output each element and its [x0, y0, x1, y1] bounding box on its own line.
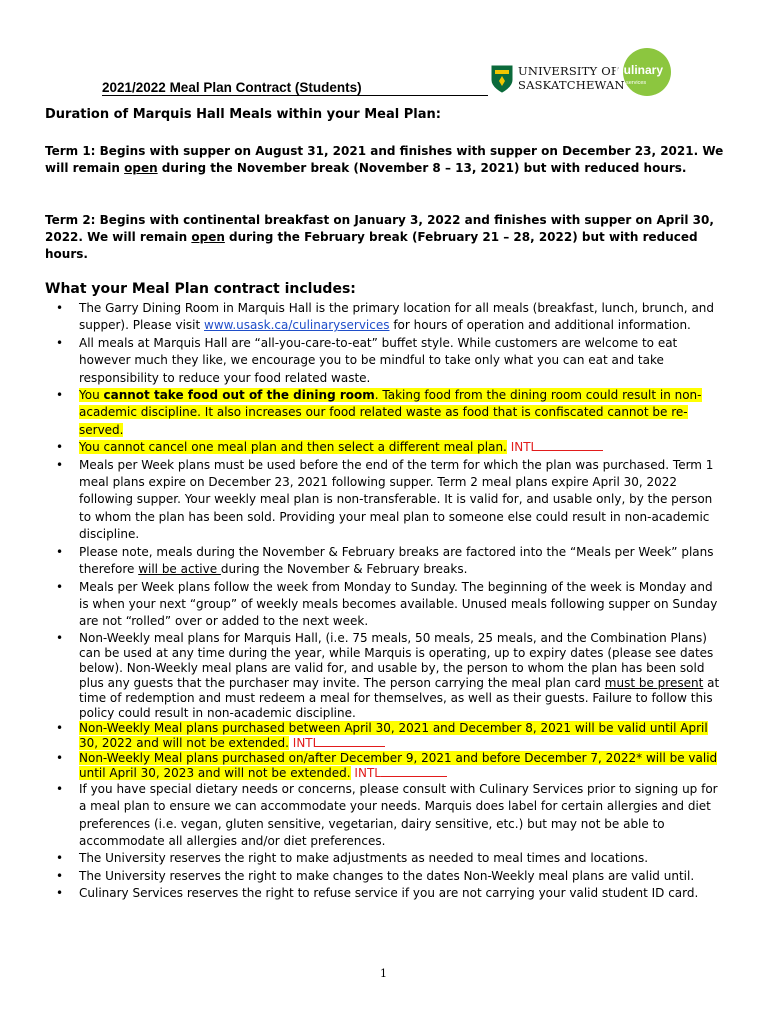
contract-includes-list: [0, 300, 770, 903]
term-2-open: open: [191, 230, 225, 244]
item-bold-text: cannot take food out of the dining room: [103, 388, 375, 403]
culinary-services-logo: [612, 47, 672, 97]
duration-heading: Duration of Marquis Hall Meals within your Meal Plan:: [45, 107, 441, 122]
intl-label: INTL: [354, 765, 381, 780]
bullet: •: [56, 886, 64, 901]
term-1-paragraph: [45, 143, 725, 177]
item-underlined-text: will be active: [138, 562, 221, 577]
bullet: •: [56, 750, 64, 765]
page-number: 1: [380, 967, 387, 980]
intl-initial-line[interactable]: [319, 736, 385, 747]
highlighted-text: [79, 388, 702, 437]
item-text: All meals at Marquis Hall are “all-you-care-to-eat” buffet style. While customers are welcome to eat however much they like, we encourage you to be mindful to take only what you can eat and take responsibility to reduce your food related waste.: [79, 335, 678, 385]
item-text: during the November & February breaks.: [220, 562, 468, 577]
list-item: [0, 457, 770, 544]
list-item: [0, 751, 770, 781]
culinary-logo-sub: services: [626, 80, 647, 86]
term-1-text-b: during the November break (November 8 – 13, 2021) but with reduced hours.: [157, 161, 687, 175]
item-text: Non-Weekly meal plans for Marquis Hall, (i.e. 75 meals, 50 meals, 25 meals, and the Combination Plans) can be used at any time during the year, while Marquis is operating, up to expiry dates (please see dates below). Non-Weekly meal plans are valid for, and usable by, the person to whom the plan has been sold plus any guests that the purchaser may invite. The person carrying the meal plan card: [79, 630, 714, 690]
bullet: •: [56, 457, 64, 472]
bullet: •: [56, 781, 64, 796]
list-item: [0, 335, 770, 387]
bullet: •: [56, 868, 64, 883]
item-text: for hours of operation and additional information.: [389, 318, 691, 333]
item-text: The University reserves the right to make changes to the dates Non-Weekly meal plans are valid until.: [79, 868, 695, 883]
bullet: •: [56, 544, 64, 559]
item-text: at time of redemption and must redeem a meal for themselves, as well as their guests. Failure to follow this policy could result in non-academic discipline.: [79, 675, 720, 720]
list-item: [0, 721, 770, 751]
highlighted-text: You cannot cancel one meal plan and then select a different meal plan.: [79, 440, 507, 455]
bullet: •: [56, 630, 64, 645]
bullet: •: [56, 388, 64, 403]
item-text: . Taking food from the dining room could result in non-academic discipline. It also increases our food related waste as food that is confiscated cannot be re-served.: [79, 388, 702, 437]
term-1-open: open: [124, 161, 158, 175]
culinary-logo-word: Culinary: [615, 63, 664, 77]
culinary-services-link[interactable]: www.usask.ca/culinaryservices: [204, 318, 390, 333]
title-underline: [102, 95, 488, 96]
item-text: Culinary Services reserves the right to refuse service if you are not carrying your valid student ID card.: [79, 886, 699, 901]
item-text: If you have special dietary needs or concerns, please consult with Culinary Services prior to signing up for a meal plan to ensure we can accommodate your needs. Marquis does label for certain allergies and diet preferences (i.e. vegan, gluten sensitive, vegetarian, dairy sensitive, etc.) but may not be able to accommodate all allergies and/or diet preferences.: [79, 781, 718, 848]
item-text: Meals per Week plans follow the week from Monday to Sunday. The beginning of the week is Monday and is when your next “group” of weekly meals becomes available. Unused meals following supper on Sunday are not “rolled” over or added to the next week.: [79, 579, 718, 629]
highlighted-text: Non-Weekly Meal plans purchased between April 30, 2021 and December 8, 2021 will be valid until April 30, 2022 and will not be extended.: [79, 720, 708, 750]
item-text: You: [79, 388, 104, 403]
term-2-paragraph: [45, 212, 725, 263]
list-item: [0, 781, 770, 851]
item-text: Please note, meals during the November & February breaks are factored into the “Meals per Week” plans therefore: [79, 544, 714, 577]
list-item: [0, 850, 770, 867]
item-underlined-text: must be present: [604, 675, 704, 690]
intl-label: INTL: [510, 440, 538, 455]
bullet: •: [56, 579, 64, 594]
intl-initial-line[interactable]: [381, 766, 447, 777]
list-item: [0, 544, 770, 579]
list-item: [0, 868, 770, 885]
item-text: The Garry Dining Room in Marquis Hall is the primary location for all meals (breakfast, lunch, brunch, and supper). Please visit: [79, 301, 715, 333]
page-title: 2021/2022 Meal Plan Contract (Students): [102, 80, 362, 95]
item-text: Meals per Week plans must be used before the end of the term for which the plan was purchased. Term 1 meal plans expire on December 23, 2021 following supper. Term 2 meal plans expire April 30, 2022 following supper. Your weekly meal plan is non-transferable. It is valid for, and usable only, by the person to whom the plan has been sold. Providing your meal plan to someone else could result in non-academic discipline.: [79, 457, 714, 542]
bullet: •: [56, 851, 64, 866]
list-item: [0, 885, 770, 902]
highlighted-text: Non-Weekly Meal plans purchased on/after December 9, 2021 and before December 7, 2022* will be valid until April 30, 2023 and will not be extended.: [79, 750, 718, 780]
list-item: [0, 300, 770, 335]
usask-shield-icon: [490, 64, 514, 94]
term-2-text-b: during the February break (February 21 – 28, 2022) but with reduced hours.: [45, 230, 698, 261]
term-1-text-a: Term 1: Begins with supper on August 31, 2021 and finishes with supper on December 23, 2021. We will remain: [45, 144, 724, 175]
list-item: [0, 439, 770, 456]
bullet: •: [56, 440, 64, 455]
logo-line-1: UNIVERSITY OF: [518, 64, 620, 78]
includes-heading: What your Meal Plan contract includes:: [45, 281, 356, 297]
usask-logo-text: [518, 64, 625, 92]
logo-line-2: SASKATCHEWAN: [518, 78, 625, 92]
bullet: •: [56, 335, 64, 350]
term-2-text-a: Term 2: Begins with continental breakfast on January 3, 2022 and finishes with supper on April 30, 2022. We will remain: [45, 213, 714, 244]
list-item: [0, 631, 770, 721]
intl-label: INTL: [292, 735, 320, 750]
bullet: •: [56, 301, 64, 315]
intl-initial-line[interactable]: [537, 440, 603, 451]
item-text: The University reserves the right to make adjustments as needed to meal times and locations.: [79, 851, 649, 866]
list-item: [0, 387, 770, 439]
bullet: •: [56, 720, 64, 735]
list-item: [0, 579, 770, 631]
